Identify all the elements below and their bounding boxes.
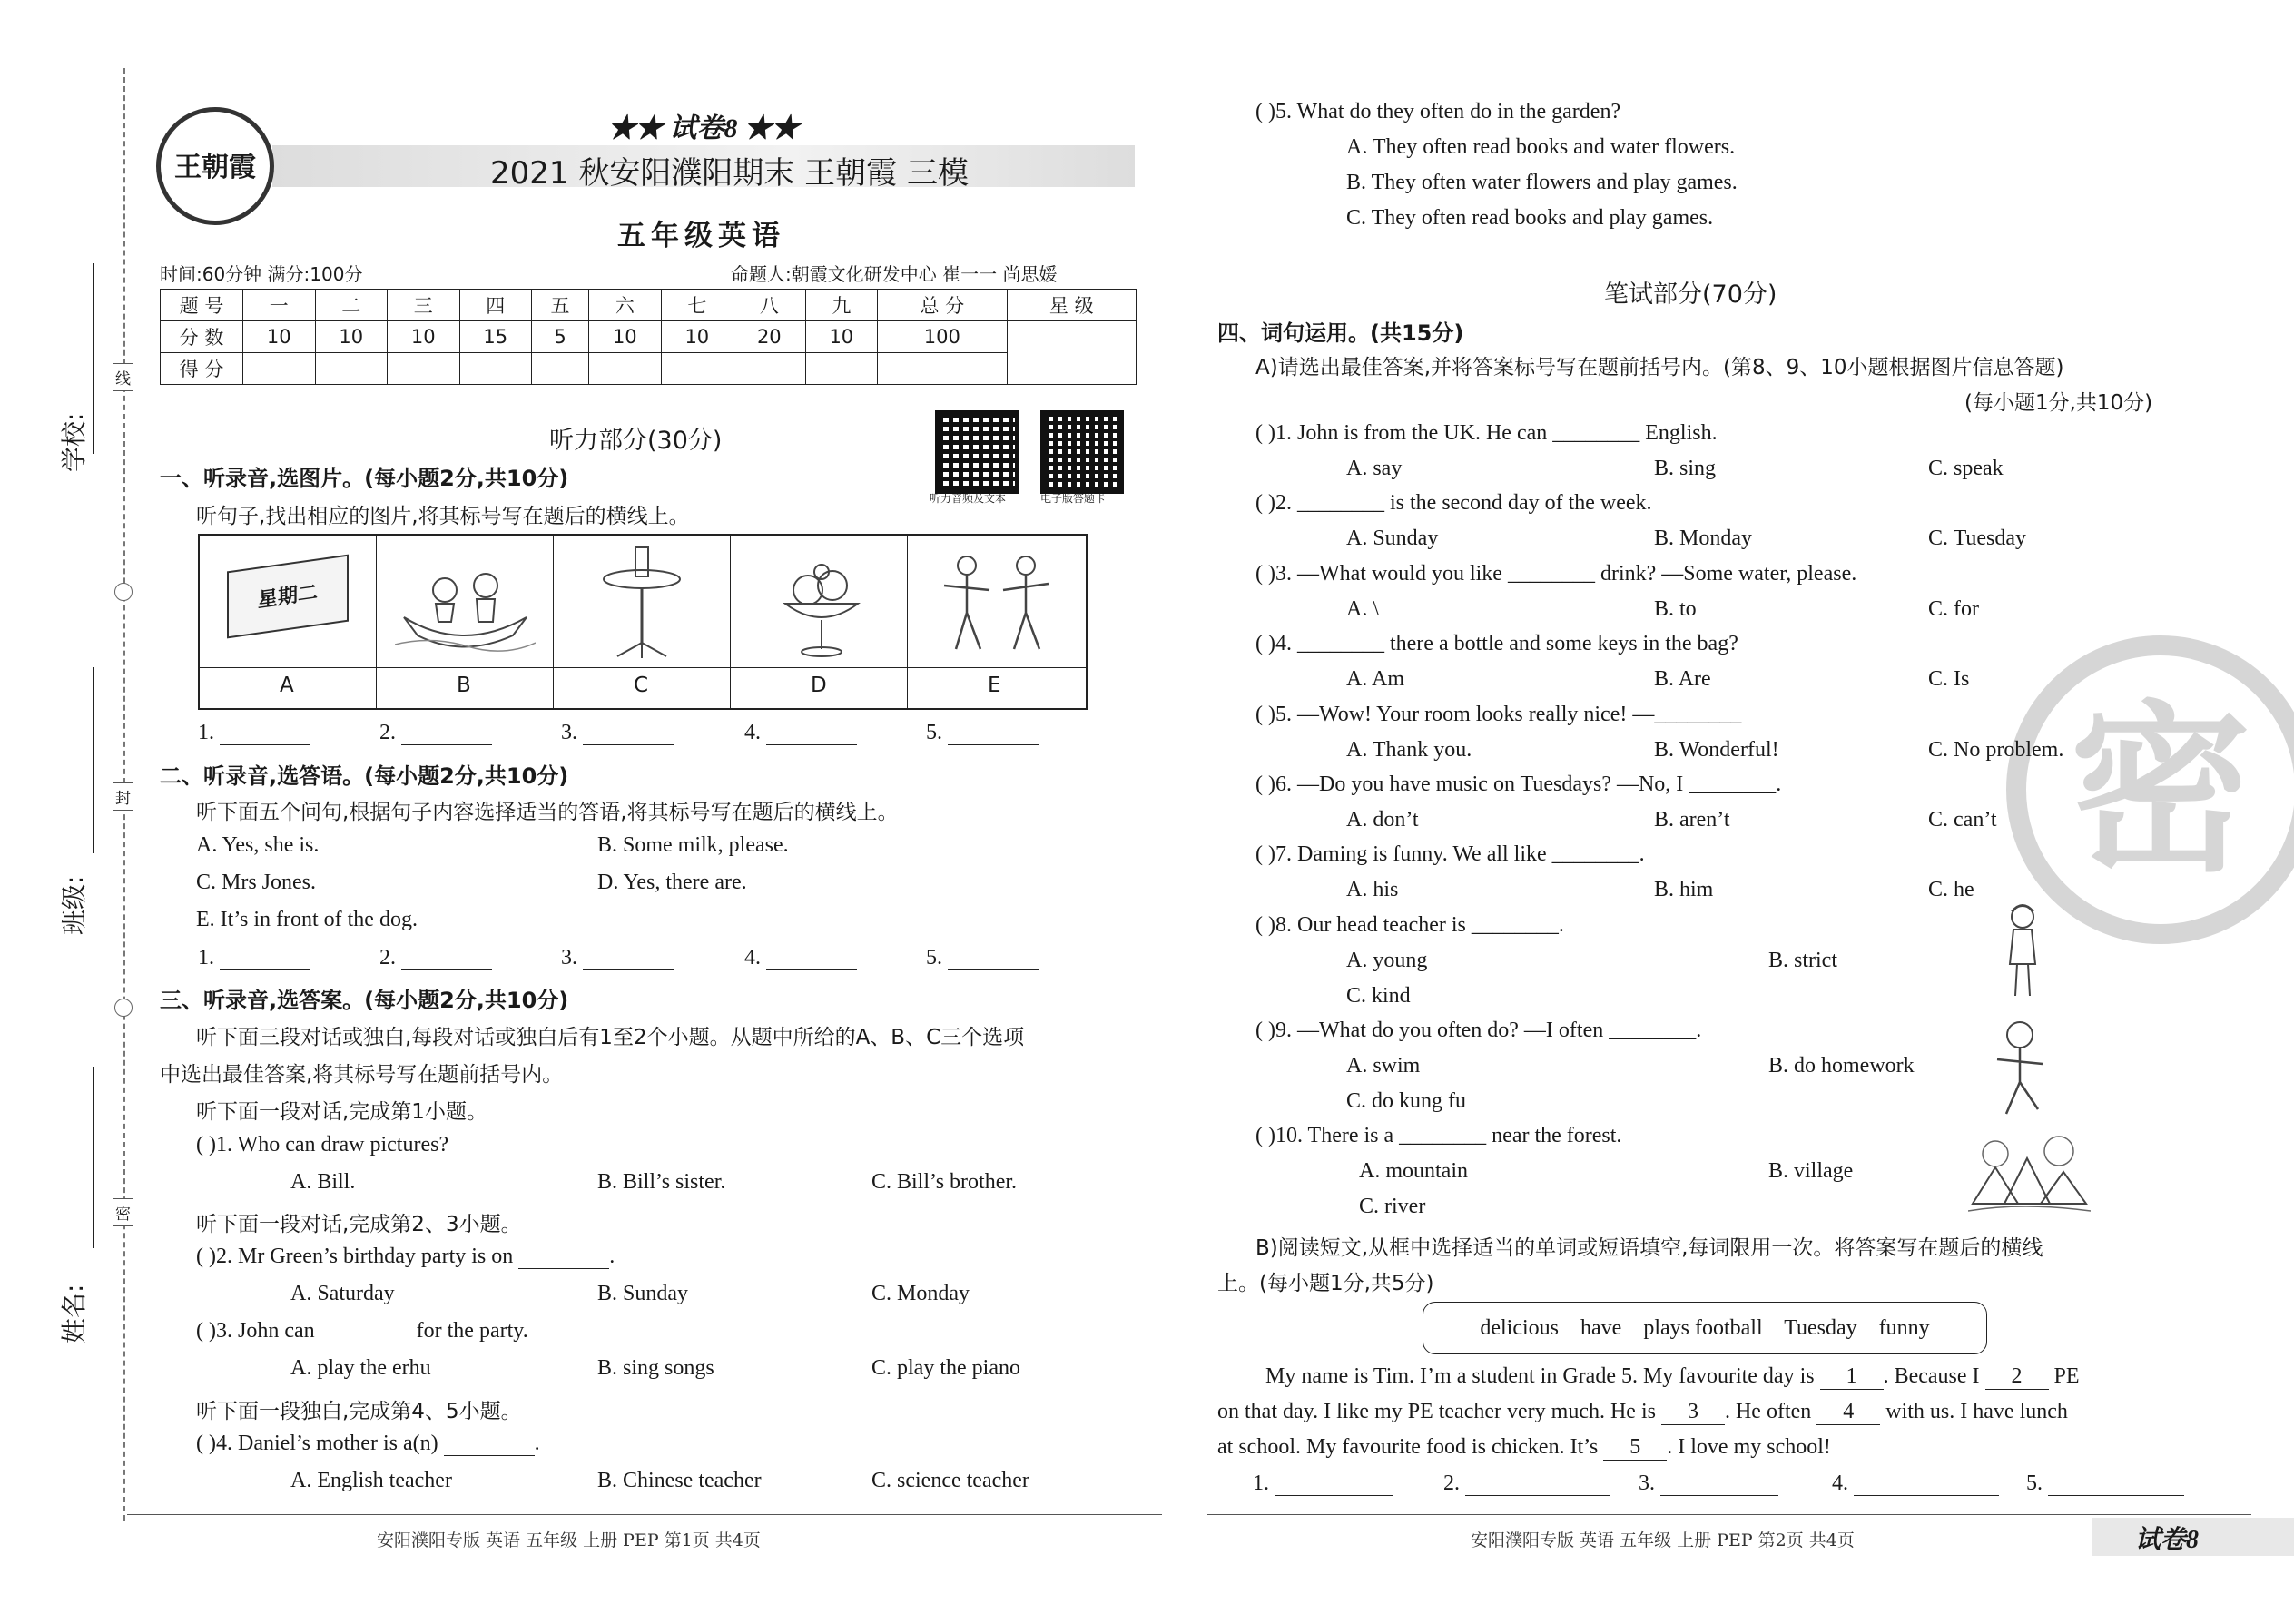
boat-picture xyxy=(395,545,536,658)
section2-option-b: B. Some milk, please. xyxy=(597,833,789,857)
class-label: 班级: xyxy=(59,875,89,935)
passage-text: . I love my school! xyxy=(1667,1435,1831,1459)
section3-q3-option-a: A. play the erhu xyxy=(290,1356,431,1380)
partB-instruction-1: B)阅读短文,从框中选择适当的单词或短语填空,每词限用一次。将答案写在题后的横线 xyxy=(1255,1236,2043,1260)
left-footer: 安阳濮阳专版 英语 五年级 上册 PEP 第1页 共4页 xyxy=(377,1530,761,1550)
answer-blank[interactable] xyxy=(220,948,310,970)
answer-blank[interactable] xyxy=(583,948,674,970)
partA-q7-option-c: C. he xyxy=(1928,878,1974,901)
blank-number: 1 xyxy=(1846,1364,1857,1388)
partA-question-7: ( )7. Daming is funny. We all like ________. xyxy=(1255,842,1645,866)
name-label: 姓名: xyxy=(59,1284,89,1343)
q10-option-a: A. mountain xyxy=(1359,1159,1468,1183)
picture-table xyxy=(198,534,1088,710)
binding-hole-2 xyxy=(114,999,133,1017)
passage-blank-3[interactable] xyxy=(1661,1400,1725,1425)
score-row-obtained xyxy=(161,353,1137,385)
blank-number: 4. xyxy=(744,721,761,744)
score-cell: 八 xyxy=(733,290,806,321)
blank-number: 1. xyxy=(198,721,214,744)
section2-answer-5[interactable] xyxy=(926,946,1039,970)
partA-instruction: A)请选出最佳答案,并将答案标号写在题前括号内。(第8、9、10小题根据图片信息答题) xyxy=(1255,356,2064,379)
section3-q1-option-b: B. Bill’s sister. xyxy=(597,1170,726,1194)
partB-answer-2[interactable] xyxy=(1443,1471,1610,1496)
score-cell: 10 xyxy=(589,321,662,353)
star-cell xyxy=(1007,321,1137,385)
score-input[interactable] xyxy=(315,353,388,385)
score-cell: 10 xyxy=(661,321,733,353)
blank-number: 1. xyxy=(198,946,214,969)
score-cell: 15 xyxy=(459,321,532,353)
passage-text: PE xyxy=(2053,1364,2080,1388)
q10-option-b: B. village xyxy=(1768,1159,1854,1183)
answer-blank[interactable] xyxy=(766,723,857,745)
partA-q6-option-a: A. don’t xyxy=(1346,808,1419,832)
score-cell: 分 数 xyxy=(161,321,243,353)
question-text: ( )2. Mr Green’s birthday party is on xyxy=(196,1245,514,1268)
blank-number: 2 xyxy=(2011,1364,2023,1388)
answer-blank[interactable] xyxy=(948,948,1039,970)
blank-number: 3. xyxy=(1639,1471,1655,1495)
section3-q4-option-a: A. English teacher xyxy=(290,1469,452,1492)
answer-blank[interactable] xyxy=(444,1433,535,1456)
section3-q2-option-b: B. Sunday xyxy=(597,1282,689,1305)
picture-cell-d xyxy=(731,536,908,708)
score-input[interactable] xyxy=(388,353,460,385)
passage-line-2 xyxy=(1217,1400,2068,1425)
passage-text: with us. I have lunch xyxy=(1885,1400,2068,1423)
blank-number: 4. xyxy=(744,946,761,969)
time-info: 时间:60分钟 满分:100分 xyxy=(160,263,363,285)
score-cell: 20 xyxy=(733,321,806,353)
section3-q2-option-a: A. Saturday xyxy=(290,1282,395,1305)
score-cell: 10 xyxy=(315,321,388,353)
seal-mark-secret: 密 xyxy=(113,1198,133,1226)
score-input[interactable] xyxy=(459,353,532,385)
picture-label: E xyxy=(988,674,1001,697)
blank-number: 4 xyxy=(1843,1400,1855,1423)
section3-q2-option-c: C. Monday xyxy=(871,1282,970,1305)
blank-number: 4. xyxy=(1832,1471,1848,1495)
partA-q2-option-b: B. Monday xyxy=(1654,527,1752,550)
partB-answer-1[interactable] xyxy=(1253,1471,1393,1496)
partA-q7-option-a: A. his xyxy=(1346,878,1399,901)
section3-instruction-1: 听下面三段对话或独白,每段对话或独白后有1至2个小题。从题中所给的A、B、C三个选项 xyxy=(196,1026,1025,1049)
partA-score: (每小题1分,共10分) xyxy=(1964,391,2153,415)
kung-fu-kids-picture xyxy=(930,549,1062,658)
q9-option-a: A. swim xyxy=(1346,1054,1421,1078)
section2-instruction: 听下面五个问句,根据句子内容选择适当的答语,将其标号写在题后的横线上。 xyxy=(196,801,899,824)
table-bottle-picture xyxy=(590,543,694,661)
partB-instruction-2: 上。(每小题1分,共5分) xyxy=(1217,1272,1434,1295)
score-cell: 七 xyxy=(661,290,733,321)
section2-answer-4[interactable] xyxy=(744,946,857,970)
section1-answer-3[interactable] xyxy=(561,721,674,745)
answer-blank[interactable] xyxy=(401,948,492,970)
answer-blank[interactable] xyxy=(320,1321,411,1343)
score-input[interactable] xyxy=(243,353,316,385)
blank-number: 2. xyxy=(1443,1471,1460,1495)
score-cell: 三 xyxy=(388,290,460,321)
watermark-stamp-char: 密 xyxy=(2069,685,2251,897)
answer-blank[interactable] xyxy=(583,723,674,745)
score-input[interactable] xyxy=(805,353,878,385)
question-text: ( )4. Daniel’s mother is a(n) xyxy=(196,1432,438,1455)
written-part-title: 笔试部分(70分) xyxy=(1604,281,1777,309)
passage-text: . Because I xyxy=(1883,1364,1980,1388)
section3-q1-option-a: A. Bill. xyxy=(290,1170,356,1194)
subject-title: 五年级英语 xyxy=(617,220,785,252)
picture-cell-c xyxy=(554,536,731,708)
score-cell: 10 xyxy=(243,321,316,353)
partA-question-8: ( )8. Our head teacher is ________. xyxy=(1255,913,1564,937)
q8-option-c: C. kind xyxy=(1346,984,1411,1008)
score-cell: 得 分 xyxy=(161,353,243,385)
partA-q4-option-a: A. Am xyxy=(1346,667,1405,691)
blank-number: 3. xyxy=(561,721,577,744)
left-footer-rule xyxy=(127,1514,1162,1515)
passage-blank-5[interactable] xyxy=(1603,1435,1667,1461)
score-cell: 总 分 xyxy=(878,290,1007,321)
section3-part3: 听下面一段独白,完成第4、5小题。 xyxy=(196,1400,522,1423)
section2-answer-2[interactable] xyxy=(379,946,492,970)
partA-q6-option-c: C. can’t xyxy=(1928,808,1997,832)
score-cell: 四 xyxy=(459,290,532,321)
section3-part2: 听下面一段对话,完成第2、3小题。 xyxy=(196,1213,522,1236)
school-label: 学校: xyxy=(59,412,89,472)
section1-instruction: 听句子,找出相应的图片,将其标号写在题后的横线上。 xyxy=(196,505,690,528)
score-cell: 5 xyxy=(532,321,589,353)
score-cell: 五 xyxy=(532,290,589,321)
section1-answer-1[interactable] xyxy=(198,721,310,745)
seal-mark-seal: 封 xyxy=(113,782,133,811)
blank-number: 2. xyxy=(379,946,396,969)
partA-q3-option-c: C. for xyxy=(1928,597,1979,621)
watermark-stamp xyxy=(2006,635,2294,944)
section1-answer-5[interactable] xyxy=(926,721,1039,745)
right-question-5: ( )5. What do they often do in the garden? xyxy=(1255,100,1621,123)
partA-q5-option-c: C. No problem. xyxy=(1928,738,2064,762)
q9-option-c: C. do kung fu xyxy=(1346,1089,1466,1113)
partB-answer-5[interactable] xyxy=(2026,1471,2184,1496)
partA-q2-option-a: A. Sunday xyxy=(1346,527,1439,550)
section2-option-a: A. Yes, she is. xyxy=(196,833,320,857)
right-q5-option-a: A. They often read books and water flowers. xyxy=(1346,135,1736,159)
blank-number: 3 xyxy=(1687,1400,1698,1423)
corner-label: 试卷8 xyxy=(2135,1526,2200,1554)
calendar-text: 星期二 xyxy=(257,581,318,613)
qr-label-audio: 听力音频及文本 xyxy=(930,492,1007,505)
answer-blank[interactable] xyxy=(518,1246,609,1269)
q8-option-b: B. strict xyxy=(1768,949,1837,972)
section3-question-1: ( )1. Who can draw pictures? xyxy=(196,1133,449,1156)
partA-q1-option-a: A. say xyxy=(1346,457,1403,480)
section1-title: 一、听录音,选图片。(每小题2分,共10分) xyxy=(160,466,569,491)
passage-blank-2[interactable] xyxy=(1985,1364,2049,1390)
calendar-picture xyxy=(227,555,349,639)
question-text: ( )3. John can xyxy=(196,1319,315,1343)
section2-answer-3[interactable] xyxy=(561,946,674,970)
partA-q1-option-c: C. speak xyxy=(1928,457,2004,480)
blank-number: 2. xyxy=(379,721,396,744)
score-row-number xyxy=(161,290,1137,321)
section2-title: 二、听录音,选答语。(每小题2分,共10分) xyxy=(160,763,569,789)
seal-mark-line: 线 xyxy=(113,363,133,391)
word-box xyxy=(1423,1302,1987,1354)
partA-q3-option-b: B. to xyxy=(1654,597,1697,621)
score-input[interactable] xyxy=(878,353,1007,385)
section3-q3-option-b: B. sing songs xyxy=(597,1356,714,1380)
score-input[interactable] xyxy=(733,353,806,385)
question-text-end: for the party. xyxy=(416,1319,528,1343)
blank-number: 3. xyxy=(561,946,577,969)
section2-option-e: E. It’s in front of the dog. xyxy=(196,908,418,931)
q10-option-c: C. river xyxy=(1359,1195,1426,1218)
q8-option-a: A. young xyxy=(1346,949,1428,972)
partA-q7-option-b: B. him xyxy=(1654,878,1714,901)
section3-part1: 听下面一段对话,完成第1小题。 xyxy=(196,1100,487,1124)
score-cell: 九 xyxy=(805,290,878,321)
picture-label: C xyxy=(634,674,649,697)
passage-blank-4[interactable] xyxy=(1816,1400,1880,1425)
right-footer-rule xyxy=(1207,1514,2251,1515)
picture-label: D xyxy=(811,674,827,697)
answer-blank[interactable] xyxy=(401,723,492,745)
partA-question-3: ( )3. —What would you like ________ drink? —Some water, please. xyxy=(1255,562,1857,586)
logo-badge xyxy=(156,107,274,225)
passage-blank-1[interactable] xyxy=(1820,1364,1884,1390)
ice-cream-picture xyxy=(776,558,867,663)
partA-q5-option-b: B. Wonderful! xyxy=(1654,738,1779,762)
teacher-picture xyxy=(1995,901,2050,1000)
score-cell: 一 xyxy=(243,290,316,321)
section3-question-4: ( )4. Daniel’s mother is a(n) . xyxy=(196,1432,540,1455)
logo-text: 王朝霞 xyxy=(174,152,256,183)
partA-q6-option-b: B. aren’t xyxy=(1654,808,1730,832)
q9-option-b: B. do homework xyxy=(1768,1054,1915,1078)
partA-question-5: ( )5. —Wow! Your room looks really nice! —________ xyxy=(1255,703,1742,726)
blank-number: 5. xyxy=(926,946,942,969)
binding-hole-1 xyxy=(114,583,133,601)
right-q5-option-c: C. They often read books and play games. xyxy=(1346,206,1714,230)
partA-q1-option-b: B. sing xyxy=(1654,457,1717,480)
boy-kung-fu-picture xyxy=(1988,1019,2052,1118)
section3-q4-option-b: B. Chinese teacher xyxy=(597,1469,762,1492)
paper-label-text: 试卷8 xyxy=(669,113,738,143)
section1-answer-4[interactable] xyxy=(744,721,857,745)
section2-answer-1[interactable] xyxy=(198,946,310,970)
score-cell: 二 xyxy=(315,290,388,321)
score-cell: 六 xyxy=(589,290,662,321)
paper-label: ★★ 试卷8 ★★ xyxy=(608,113,799,143)
right-footer: 安阳濮阳专版 英语 五年级 上册 PEP 第2页 共4页 xyxy=(1471,1530,1855,1550)
partA-q2-option-c: C. Tuesday xyxy=(1928,527,2027,550)
passage-text: My name is Tim. I’m a student in Grade 5. My favourite day is xyxy=(1265,1364,1815,1388)
answer-blank[interactable] xyxy=(948,723,1039,745)
exam-title: 2021 秋安阳濮阳期末 王朝霞 三模 xyxy=(490,155,969,192)
section3-title: 三、听录音,选答案。(每小题2分,共10分) xyxy=(160,988,569,1013)
section3-instruction-2: 中选出最佳答案,将其标号写在题前括号内。 xyxy=(160,1063,564,1087)
blank-number: 1. xyxy=(1253,1471,1269,1495)
answer-blank[interactable] xyxy=(1465,1473,1610,1496)
school-line xyxy=(93,263,94,454)
score-input[interactable] xyxy=(532,353,589,385)
picture-cell-a xyxy=(200,536,377,708)
passage-line-1 xyxy=(1265,1364,2080,1390)
name-line xyxy=(93,1067,94,1248)
partA-q5-option-a: A. Thank you. xyxy=(1346,738,1472,762)
partB-answer-4[interactable] xyxy=(1832,1471,1999,1496)
score-table xyxy=(160,289,1137,385)
class-line xyxy=(93,667,94,853)
qr-code-answer[interactable] xyxy=(1040,410,1124,494)
word-box-text: delicious have plays football Tuesday funny xyxy=(1480,1315,1930,1340)
passage-text: on that day. I like my PE teacher very much. He is xyxy=(1217,1400,1656,1423)
section3-question-2: ( )2. Mr Green’s birthday party is on . xyxy=(196,1245,615,1268)
partA-question-4: ( )4. ________ there a bottle and some keys in the bag? xyxy=(1255,632,1738,655)
partA-question-2: ( )2. ________ is the second day of the week. xyxy=(1255,491,1652,515)
partA-question-1: ( )1. John is from the UK. He can ________ English. xyxy=(1255,421,1718,445)
score-input[interactable] xyxy=(661,353,733,385)
score-cell: 10 xyxy=(805,321,878,353)
right-q5-option-b: B. They often water flowers and play games. xyxy=(1346,171,1738,194)
picture-label: B xyxy=(457,674,471,697)
partA-question-10: ( )10. There is a ________ near the forest. xyxy=(1255,1124,1622,1147)
answer-blank[interactable] xyxy=(1275,1473,1393,1496)
partB-answer-3[interactable] xyxy=(1639,1471,1778,1496)
picture-label: A xyxy=(280,674,294,697)
answer-blank[interactable] xyxy=(1660,1473,1778,1496)
picture-cell-b xyxy=(377,536,554,708)
listening-title: 听力部分(30分) xyxy=(549,427,723,455)
score-input[interactable] xyxy=(589,353,662,385)
blank-number: 5 xyxy=(1629,1435,1641,1459)
score-cell: 星 级 xyxy=(1007,290,1137,321)
section2-option-c: C. Mrs Jones. xyxy=(196,871,317,894)
section3-q1-option-c: C. Bill’s brother. xyxy=(871,1170,1018,1194)
answer-blank[interactable] xyxy=(1854,1473,1999,1496)
score-cell: 100 xyxy=(878,321,1007,353)
section2-option-d: D. Yes, there are. xyxy=(597,871,747,894)
passage-line-3 xyxy=(1217,1435,1831,1461)
section3-question-3 xyxy=(196,1319,528,1343)
partA-q4-option-b: B. Are xyxy=(1654,667,1711,691)
passage-text: . He often xyxy=(1724,1400,1812,1423)
qr-code-audio[interactable] xyxy=(935,410,1019,494)
partA-q3-option-a: A. \ xyxy=(1346,597,1379,621)
score-cell: 题 号 xyxy=(161,290,243,321)
picture-cell-e xyxy=(908,536,1084,708)
blank-number: 5. xyxy=(2026,1471,2043,1495)
passage-text: at school. My favourite food is chicken. It’s xyxy=(1217,1435,1599,1459)
section3-q4-option-c: C. science teacher xyxy=(871,1469,1029,1492)
answer-blank[interactable] xyxy=(766,948,857,970)
village-forest-picture xyxy=(1968,1131,2091,1213)
authors: 命题人:朝霞文化研发中心 崔一一 尚思媛 xyxy=(731,263,1058,285)
score-cell: 10 xyxy=(388,321,460,353)
section3-q3-option-c: C. play the piano xyxy=(871,1356,1020,1380)
score-row-points xyxy=(161,321,1137,353)
blank-number: 5. xyxy=(926,721,942,744)
partA-question-9: ( )9. —What do you often do? —I often ________. xyxy=(1255,1019,1702,1042)
section4-title: 四、词句运用。(共15分) xyxy=(1217,320,1464,346)
qr-label-answer: 电子版答题卡 xyxy=(1040,492,1107,505)
answer-blank[interactable] xyxy=(220,723,310,745)
section1-answer-2[interactable] xyxy=(379,721,492,745)
partA-q4-option-c: C. Is xyxy=(1928,667,1970,691)
answer-blank[interactable] xyxy=(2048,1473,2184,1496)
partA-question-6: ( )6. —Do you have music on Tuesdays? —No, I ________. xyxy=(1255,773,1782,796)
